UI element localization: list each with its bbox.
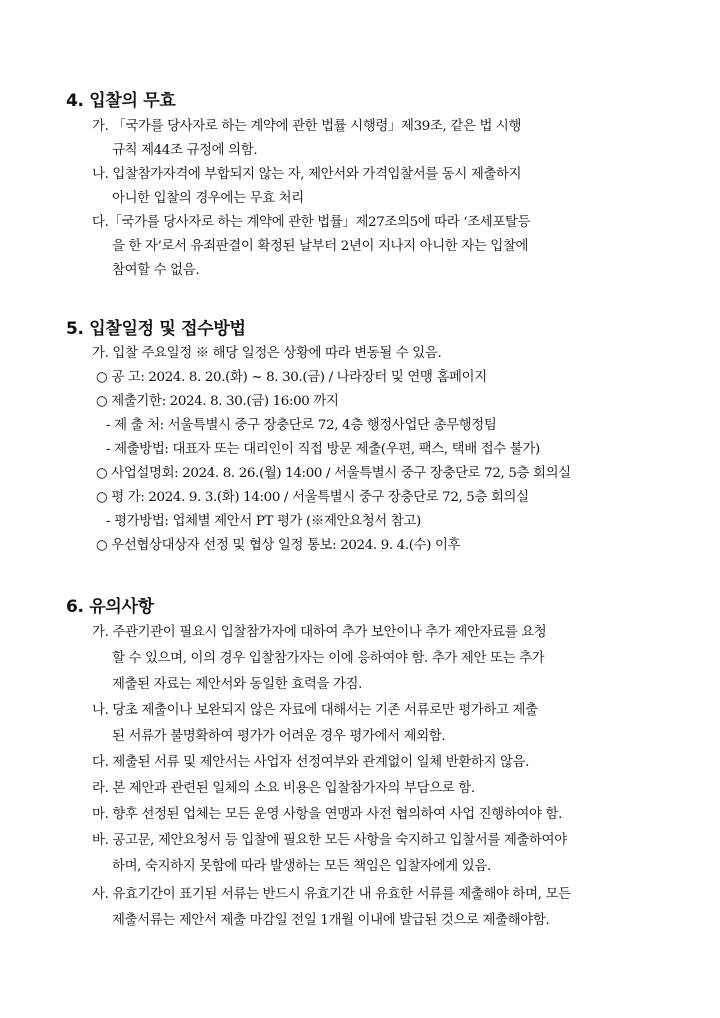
schedule-briefing: ○ 사업설명회: 2024. 8. 26.(월) 14:00 / 서울특별시 중구 장충단로 72, 5층 회의실 <box>96 466 571 481</box>
section-4-item-na: 나. 입찰참가자격에 부합되지 않는 자, 제안서와 가격입찰서를 동시 제출하지 <box>92 167 522 182</box>
evaluation-method: - 평가방법: 업체별 제안서 PT 평가 (※제안요청서 참고) <box>106 514 421 529</box>
schedule-evaluation: ○ 평 가: 2024. 9. 3.(화) 14:00 / 서울특별시 중구 장충단로 72, 5층 회의실 <box>96 490 529 505</box>
section-4-item-na-cont: 아니한 입찰의 경우에는 무효 처리 <box>112 191 304 206</box>
schedule-announcement: ○ 공 고: 2024. 8. 20.(화) ~ 8. 30.(금) / 나라장터 및 연맹 홈페이지 <box>96 370 487 385</box>
submission-place: - 제 출 처: 서울특별시 중구 장충단로 72, 4층 행정사업단 총무행정팀 <box>106 418 497 433</box>
section-6-item-ga-cont-2: 제출된 자료는 제안서와 동일한 효력을 가짐. <box>112 677 362 692</box>
schedule-deadline: ○ 제출기한: 2024. 8. 30.(금) 16:00 까지 <box>96 394 339 409</box>
section-4-title: 4. 입찰의 무효 <box>66 91 176 111</box>
section-4-item-da-cont-2: 참여할 수 없음. <box>112 263 200 278</box>
section-6-item-ba-cont: 하며, 숙지하지 못함에 따라 발생하는 모든 책임은 입찰자에게 있음. <box>112 859 491 874</box>
section-4-item-ga-cont: 규칙 제44조 규정에 의함. <box>112 143 258 158</box>
section-6-item-ra: 라. 본 제안과 관련된 일체의 소요 비용은 입찰참가자의 부담으로 함. <box>92 781 475 796</box>
section-6-title: 6. 유의사항 <box>66 597 154 617</box>
section-5-item-ga: 가. 입찰 주요일정 ※ 해당 일정은 상황에 따라 변동될 수 있음. <box>92 346 442 361</box>
schedule-negotiation-notice: ○ 우선협상대상자 선정 및 협상 일정 통보: 2024. 9. 4.(수) 이후 <box>96 538 461 553</box>
section-4-item-da-cont: 을 한 자’로서 유죄판결이 확정된 날부터 2년이 지나지 아니한 자는 입찰에 <box>112 239 529 254</box>
section-6-item-ba: 바. 공고문, 제안요청서 등 입찰에 필요한 모든 사항을 숙지하고 입찰서를 제출하여야 <box>92 833 567 848</box>
section-6-item-ma: 마. 향후 선정된 업체는 모든 운영 사항을 연맹과 사전 협의하여 사업 진행하여야 함. <box>92 807 563 822</box>
section-6-item-na-cont: 된 서류가 불명확하여 평가가 어려운 경우 평가에서 제외함. <box>112 729 446 744</box>
section-4-item-ga: 가. 「국가를 당사자로 하는 계약에 관한 법률 시행령」제39조, 같은 법 시행 <box>92 119 522 134</box>
section-6-item-sa: 사. 유효기간이 표기된 서류는 반드시 유효기간 내 유효한 서류를 제출해야 하며, 모든 <box>92 887 571 902</box>
section-6-item-da: 다. 제출된 서류 및 제안서는 사업자 선정여부와 관계없이 일체 반환하지 않음. <box>92 755 530 770</box>
section-6-item-ga: 가. 주관기관이 필요시 입찰참가자에 대하여 추가 보안이나 추가 제안자료를 요청 <box>92 625 547 640</box>
submission-method: - 제출방법: 대표자 또는 대리인이 직접 방문 제출(우편, 팩스, 택배 접수 불가) <box>106 442 540 457</box>
section-5-title: 5. 입찰일정 및 접수방법 <box>66 319 246 339</box>
section-6-item-ga-cont: 할 수 있으며, 이의 경우 입찰참가자는 이에 응하여야 함. 추가 제안 또는 추가 <box>112 651 545 666</box>
section-6-item-sa-cont: 제출서류는 제안서 제출 마감일 전일 1개월 이내에 발급된 것으로 제출해야함. <box>112 913 550 928</box>
section-4-item-da: 다.「국가를 당사자로 하는 계약에 관한 법률」제27조의5에 따라 ‘조세포탈등 <box>92 215 531 230</box>
section-6-item-na: 나. 당초 제출이나 보완되지 않은 자료에 대해서는 기존 서류로만 평가하고 제출 <box>92 703 538 718</box>
